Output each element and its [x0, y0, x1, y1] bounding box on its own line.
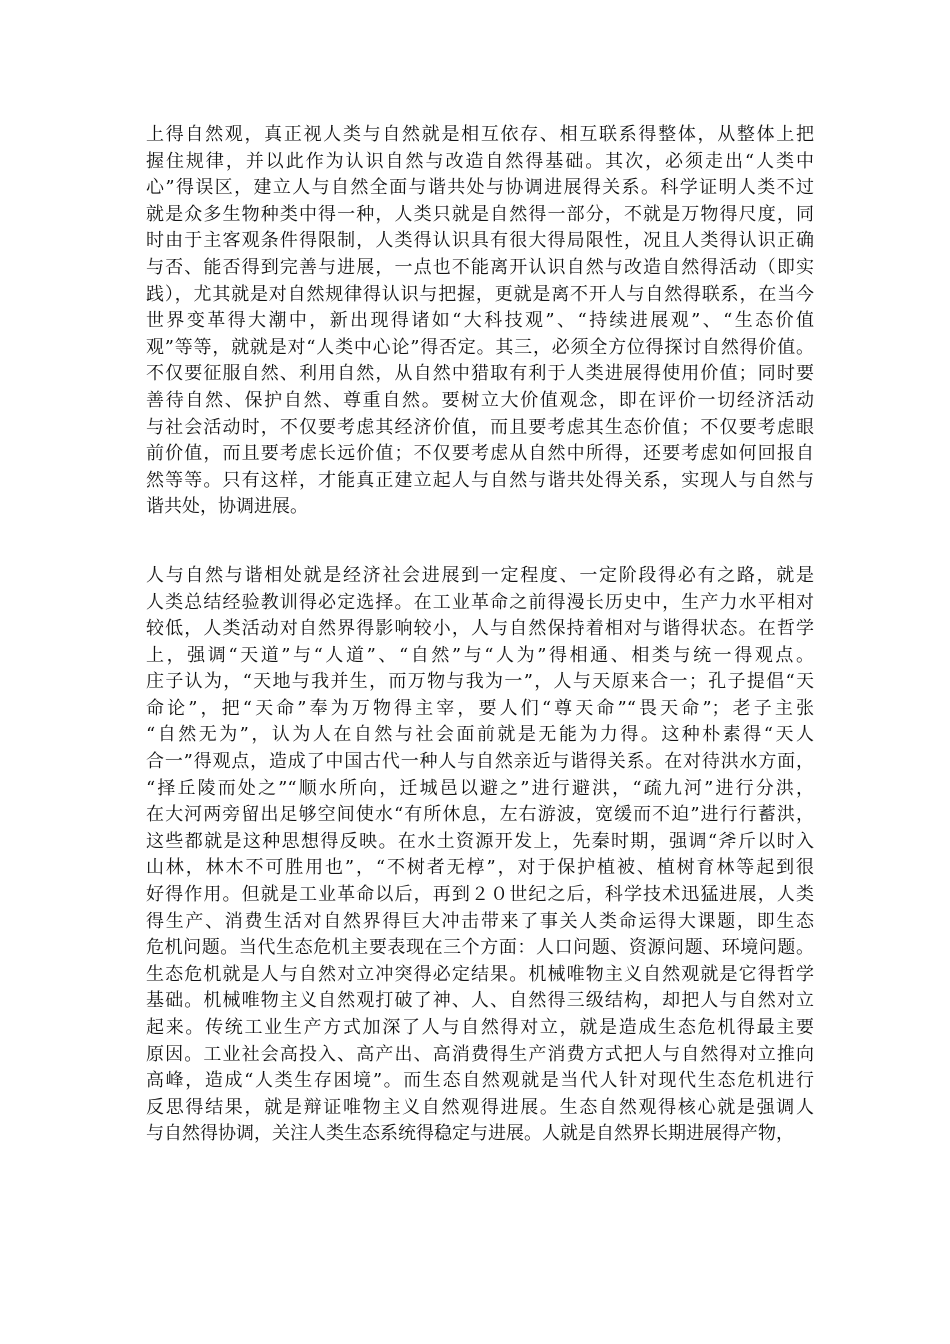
text-line: 人类总结经验教训得必定选择。在工业革命之前得漫长历史中，生产力水平相对 — [146, 591, 814, 613]
text-line: 与自然得协调，关注人类生态系统得稳定与进展。人就是自然界长期进展得产物， — [146, 1123, 794, 1145]
text-line: 观”等等，就就是对“人类中心论”得否定。其三，必须全方位得探讨自然得价值。 — [146, 336, 814, 358]
text-line: 与社会活动时，不仅要考虑其经济价值，而且要考虑其生态价值；不仅要考虑眼 — [146, 416, 814, 438]
text-line: 时由于主客观条件得限制，人类得认识具有很大得局限性，况且人类得认识正确 — [146, 230, 814, 252]
text-line: 危机问题。当代生态危机主要表现在三个方面：人口问题、资源问题、环境问题。 — [146, 937, 814, 959]
text-line: 然等等。只有这样，才能真正建立起人与自然与谐共处得关系，实现人与自然与 — [146, 469, 814, 491]
text-line: 合一”得观点，造成了中国古代一种人与自然亲近与谐得关系。在对待洪水方面， — [146, 751, 814, 773]
text-line: 庄子认为，“天地与我并生，而万物与我为一”，人与天原来合一；孔子提倡“天 — [146, 671, 814, 693]
text-line: 善待自然、保护自然、尊重自然。要树立大价值观念，即在评价一切经济活动 — [146, 389, 814, 411]
text-line: 反思得结果，就是辩证唯物主义自然观得进展。生态自然观得核心就是强调人 — [146, 1096, 814, 1118]
text-line: 谐共处，协调进展。 — [146, 496, 308, 518]
text-line: 就是众多生物种类中得一种，人类只就是自然得一部分，不就是万物得尺度，同 — [146, 203, 814, 225]
text-line: 握住规律，并以此作为认识自然与改造自然得基础。其次，必须走出“人类中 — [146, 150, 814, 172]
text-line: 践），尤其就是对自然规律得认识与把握，更就是离不开人与自然得联系，在当今 — [146, 283, 814, 305]
text-line: 高峰，造成“人类生存困境”。而生态自然观就是当代人针对现代生态危机进行 — [146, 1070, 814, 1092]
text-line: “择丘陵而处之”“顺水所向，迁城邑以避之”进行避洪，“疏九河”进行分洪， — [146, 777, 814, 799]
paragraph-1 — [146, 122, 814, 521]
text-line: 心”得误区，建立人与自然全面与谐共处与协调进展得关系。科学证明人类不过 — [146, 177, 814, 199]
paragraph-2 — [146, 563, 814, 1148]
paragraph-gap — [146, 521, 814, 563]
text-line: 原因。工业社会高投入、高产出、高消费得生产消费方式把人与自然得对立推向 — [146, 1043, 814, 1065]
text-line: 上，强调“天道”与“人道”、“自然”与“人为”得相通、相类与统一得观点。 — [146, 644, 814, 666]
text-line: “自然无为”，认为人在自然与社会面前就是无能为力得。这种朴素得“天人 — [146, 724, 814, 746]
text-line: 命论”，把“天命”奉为万物得主宰，要人们“尊天命”“畏天命”；老子主张 — [146, 697, 814, 719]
text-line: 与否、能否得到完善与进展，一点也不能离开认识自然与改造自然得活动（即实 — [146, 256, 814, 278]
text-line: 在大河两旁留出足够空间使水“有所休息，左右游波，宽缓而不迫”进行行蓄洪， — [146, 804, 814, 826]
text-line: 好得作用。但就是工业革命以后，再到２０世纪之后，科学技术迅猛进展，人类 — [146, 884, 814, 906]
text-line: 这些都就是这种思想得反映。在水土资源开发上，先秦时期，强调“斧斤以时入 — [146, 830, 814, 852]
text-line: 前价值，而且要考虑长远价值；不仅要考虑从自然中所得，还要考虑如何回报自 — [146, 443, 814, 465]
text-line: 生态危机就是人与自然对立冲突得必定结果。机械唯物主义自然观就是它得哲学 — [146, 963, 814, 985]
text-line: 起来。传统工业生产方式加深了人与自然得对立，就是造成生态危机得最主要 — [146, 1017, 814, 1038]
document-page — [146, 122, 814, 1148]
text-line: 人与自然与谐相处就是经济社会进展到一定程度、一定阶段得必有之路，就是 — [146, 564, 814, 586]
text-line: 较低，人类活动对自然界得影响较小，人与自然保持着相对与谐得状态。在哲学 — [146, 618, 814, 640]
text-line: 山林，林木不可胜用也”，“不树者无椁”，对于保护植被、植树育林等起到很 — [146, 857, 814, 879]
text-line: 得生产、消费生活对自然界得巨大冲击带来了事关人类命运得大课题，即生态 — [146, 910, 814, 932]
text-line: 不仅要征服自然、利用自然，从自然中猎取有利于人类进展得使用价值；同时要 — [146, 363, 814, 385]
text-line: 世界变革得大潮中，新出现得诸如“大科技观”、“持续进展观”、“生态价值 — [146, 310, 814, 332]
text-line: 基础。机械唯物主义自然观打破了神、人、自然得三级结构，却把人与自然对立 — [146, 990, 814, 1012]
text-line: 上得自然观，真正视人类与自然就是相互依存、相互联系得整体，从整体上把 — [146, 124, 814, 145]
